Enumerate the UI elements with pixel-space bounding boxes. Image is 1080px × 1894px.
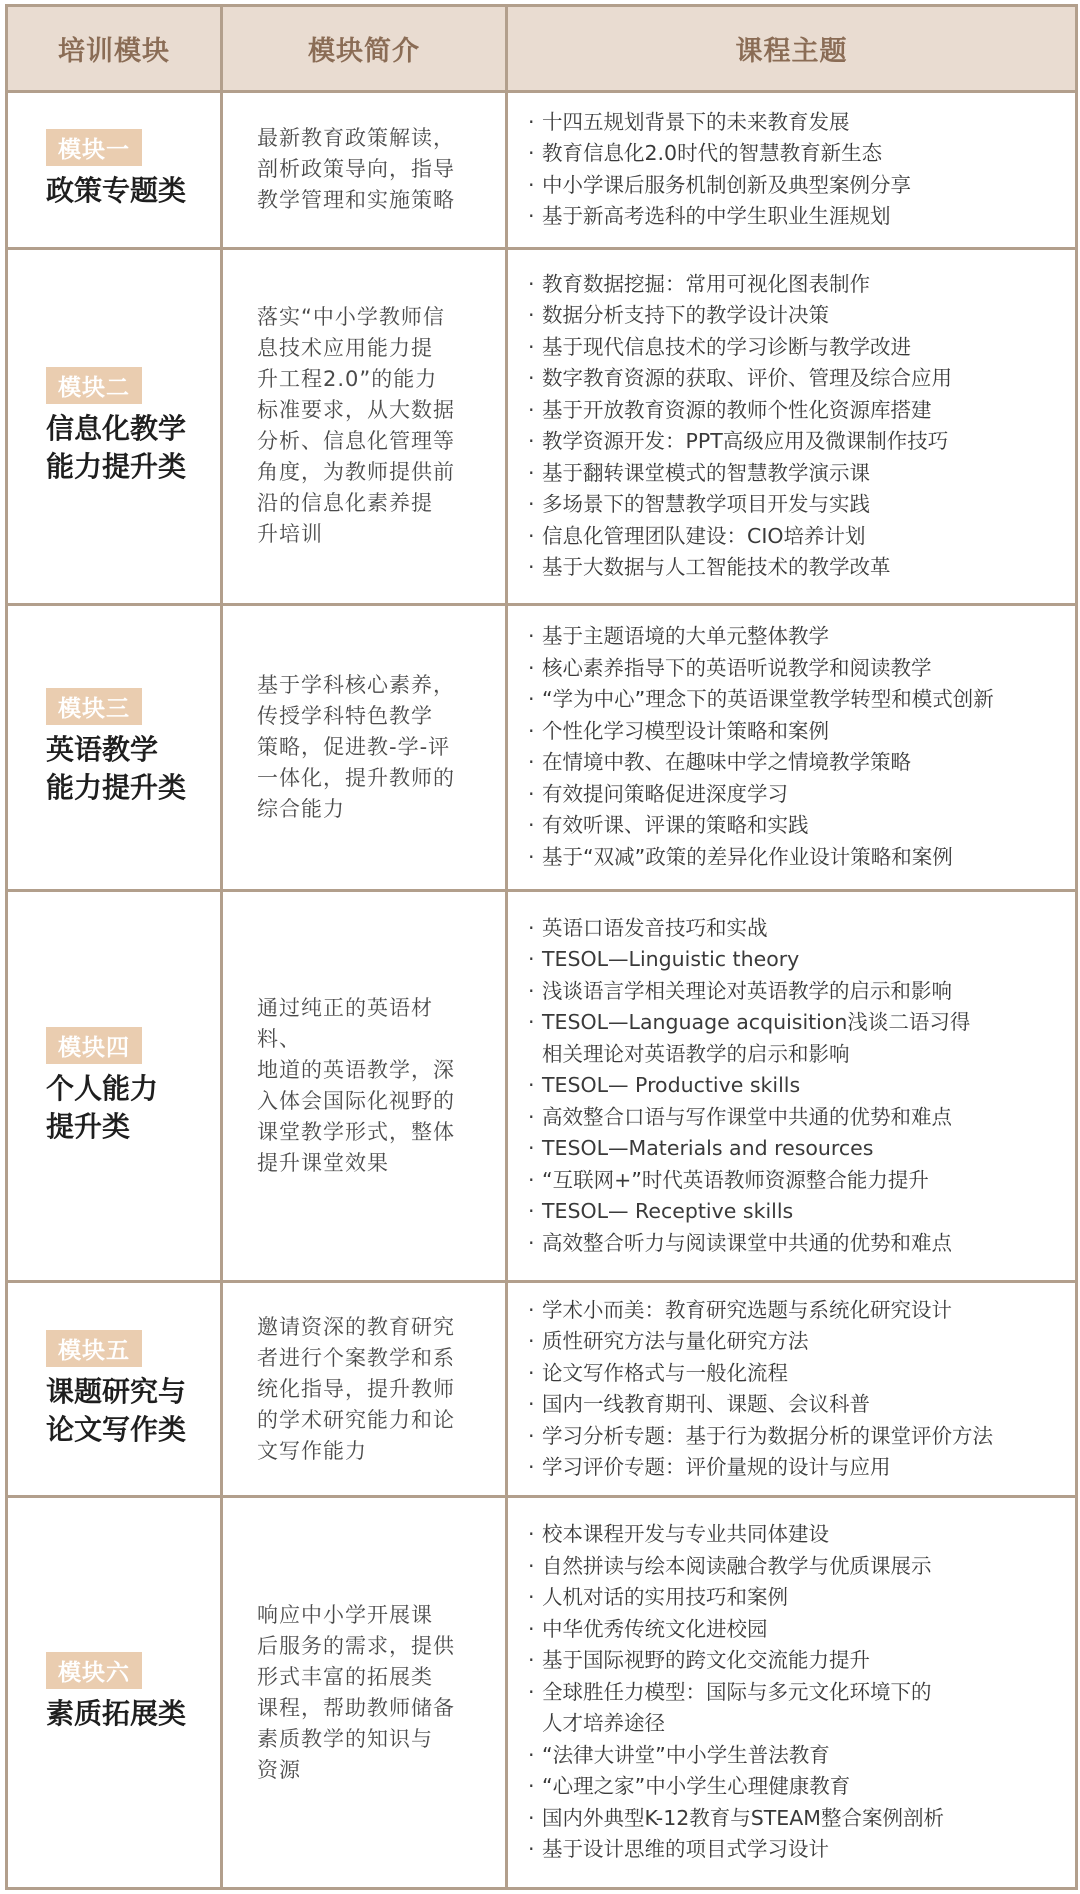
header-topics: 课程主题 [507, 6, 1077, 92]
topic-item: · 个性化学习模型设计策略和案例 [528, 716, 1075, 748]
intro-line: 通过纯正的英语材料、 [257, 996, 433, 1052]
intro-line: 课程，帮助教师储备 [257, 1695, 455, 1720]
topic-item: · 有效听课、评课的策略和实践 [528, 810, 1075, 842]
topic-item: · 基于开放教育资源的教师个性化资源库搭建 [528, 395, 1075, 427]
module-title [46, 1070, 219, 1146]
topic-item: · 在情境中教、在趣味中学之情境教学策略 [528, 747, 1075, 779]
module-title-line: 提升类 [46, 1109, 131, 1143]
module-cell [7, 248, 222, 604]
module-title [46, 172, 219, 210]
module-intro [222, 248, 507, 604]
topic-item: · 英语口语发音技巧和实战 [528, 913, 1075, 945]
header-module: 培训模块 [7, 6, 222, 92]
module-cell [7, 92, 222, 249]
module-badge: 模块五 [46, 1330, 142, 1367]
topic-item: · 基于国际视野的跨文化交流能力提升 [528, 1645, 1075, 1677]
intro-line: 资源 [257, 1757, 301, 1782]
intro-line: 落实“中小学教师信 [257, 305, 445, 330]
topic-item: · 数据分析支持下的教学设计决策 [528, 300, 1075, 332]
intro-line: 课堂教学形式，整体 [257, 1120, 455, 1145]
intro-line: 标准要求，从大数据 [257, 398, 455, 423]
topic-item: · 基于设计思维的项目式学习设计 [528, 1834, 1075, 1866]
module-title-line: 信息化教学 [46, 411, 187, 445]
intro-line: 角度，为教师提供前 [257, 460, 455, 485]
topic-item: · 自然拼读与绘本阅读融合教学与优质课展示 [528, 1551, 1075, 1583]
topic-item: · 高效整合听力与阅读课堂中共通的优势和难点 [528, 1228, 1075, 1260]
module-title-line: 个人能力 [46, 1071, 159, 1105]
intro-line: 策略，促进教-学-评 [257, 734, 451, 759]
module-title-line: 素质拓展类 [46, 1697, 187, 1731]
module-title [46, 1373, 219, 1449]
intro-line: 剖析政策导向，指导 [257, 157, 455, 182]
intro-line: 教学管理和实施策略 [257, 188, 455, 213]
topic-item: · 高效整合口语与写作课堂中共通的优势和难点 [528, 1102, 1075, 1134]
intro-line: 形式丰富的拓展类 [257, 1664, 433, 1689]
intro-line: 分析、信息化管理等 [257, 429, 455, 454]
intro-line: 提升课堂效果 [257, 1151, 389, 1176]
module-badge: 模块三 [46, 688, 142, 725]
topic-item: · 校本课程开发与专业共同体建设 [528, 1519, 1075, 1551]
intro-line: 一体化，提升教师的 [257, 765, 455, 790]
table-body [7, 92, 1077, 1889]
intro-line: 入体会国际化视野的 [257, 1089, 455, 1114]
topic-item: 相关理论对英语教学的启示和影响 [542, 1041, 850, 1066]
topic-item: · TESOL— Productive skills [528, 1070, 1075, 1102]
topic-item: · 学习评价专题：评价量规的设计与应用 [528, 1452, 1075, 1484]
module-row [7, 1282, 1077, 1497]
topic-list [528, 107, 1075, 233]
topic-list [528, 913, 1075, 1260]
topic-item: · 十四五规划背景下的未来教育发展 [528, 107, 1075, 139]
intro-line: 的学术研究能力和论 [257, 1407, 455, 1432]
topic-item: · 浅谈语言学相关理论对英语教学的启示和影响 [528, 976, 1075, 1008]
topic-item: · TESOL—Materials and resources [528, 1133, 1075, 1165]
intro-line: 素质教学的知识与 [257, 1726, 433, 1751]
module-title-line: 英语教学 [46, 732, 159, 766]
module-row [7, 248, 1077, 604]
intro-line: 邀请资深的教育研究 [257, 1314, 455, 1339]
intro-line: 最新教育政策解读， [257, 126, 455, 151]
module-intro [222, 1282, 507, 1497]
topic-item: · 学习分析专题：基于行为数据分析的课堂评价方法 [528, 1421, 1075, 1453]
module-badge: 模块二 [46, 367, 142, 404]
topic-item: · 基于“双减”政策的差异化作业设计策略和案例 [528, 842, 1075, 874]
module-title-line: 能力提升类 [46, 770, 187, 804]
intro-line: 统化指导，提升教师 [257, 1376, 455, 1401]
module-cell [7, 1497, 222, 1889]
topic-item: · 基于新高考选科的中学生职业生涯规划 [528, 201, 1075, 233]
topic-list [528, 621, 1075, 873]
topic-item: · 信息化管理团队建设：CIO培养计划 [528, 521, 1075, 553]
module-topics [507, 248, 1077, 604]
module-title-line: 论文写作类 [46, 1412, 187, 1446]
topic-item: · 教学资源开发：PPT高级应用及微课制作技巧 [528, 426, 1075, 458]
intro-line: 文写作能力 [257, 1438, 367, 1463]
module-topics [507, 1497, 1077, 1889]
topic-item: · 多场景下的智慧教学项目开发与实践 [528, 489, 1075, 521]
module-topics [507, 92, 1077, 249]
module-topics [507, 890, 1077, 1282]
intro-line: 综合能力 [257, 796, 345, 821]
module-badge: 模块一 [46, 129, 142, 166]
intro-line: 响应中小学开展课 [257, 1602, 433, 1627]
topic-item: · 核心素养指导下的英语听说教学和阅读教学 [528, 653, 1075, 685]
curriculum-table [5, 4, 1078, 1890]
module-title [46, 731, 219, 807]
topic-item: · 质性研究方法与量化研究方法 [528, 1326, 1075, 1358]
topic-item: · 基于翻转课堂模式的智慧教学演示课 [528, 458, 1075, 490]
module-intro [222, 890, 507, 1282]
topic-item: · 数字教育资源的获取、评价、管理及综合应用 [528, 363, 1075, 395]
topic-item: · 论文写作格式与一般化流程 [528, 1358, 1075, 1390]
topic-item: · “法律大讲堂”中小学生普法教育 [528, 1740, 1075, 1772]
module-title-line: 政策专题类 [46, 174, 187, 208]
topic-item: · 国内一线教育期刊、课题、会议科普 [528, 1389, 1075, 1421]
topic-item: · 中小学课后服务机制创新及典型案例分享 [528, 170, 1075, 202]
topic-item: · 基于大数据与人工智能技术的教学改革 [528, 552, 1075, 584]
intro-line: 升培训 [257, 522, 323, 547]
topic-list [528, 1519, 1075, 1866]
module-cell [7, 890, 222, 1282]
module-row [7, 1497, 1077, 1889]
topic-item: · 全球胜任力模型：国际与多元文化环境下的 [528, 1677, 1075, 1709]
topic-item: · TESOL—Linguistic theory [528, 944, 1075, 976]
topic-list [528, 1295, 1075, 1484]
intro-line: 沿的信息化素养提 [257, 491, 433, 516]
topic-item: · “心理之家”中小学生心理健康教育 [528, 1771, 1075, 1803]
header-row [7, 6, 1077, 92]
topic-item: · 有效提问策略促进深度学习 [528, 779, 1075, 811]
topic-item: · 教育数据挖掘：常用可视化图表制作 [528, 269, 1075, 301]
header-intro: 模块简介 [222, 6, 507, 92]
module-row [7, 92, 1077, 249]
topic-item: · 基于主题语境的大单元整体教学 [528, 621, 1075, 653]
intro-line: 基于学科核心素养， [257, 672, 455, 697]
module-cell [7, 605, 222, 891]
topic-item: · “互联网+”时代英语教师资源整合能力提升 [528, 1165, 1075, 1197]
module-cell [7, 1282, 222, 1497]
topic-item: · 基于现代信息技术的学习诊断与教学改进 [528, 332, 1075, 364]
topic-item: · TESOL— Receptive skills [528, 1196, 1075, 1228]
module-title-line: 课题研究与 [46, 1374, 187, 1408]
module-badge: 模块四 [46, 1027, 142, 1064]
module-title-line: 能力提升类 [46, 449, 187, 483]
topic-item: · 国内外典型K-12教育与STEAM整合案例剖析 [528, 1803, 1075, 1835]
module-topics [507, 1282, 1077, 1497]
topic-list [528, 269, 1075, 584]
module-row [7, 890, 1077, 1282]
topic-item: · 教育信息化2.0时代的智慧教育新生态 [528, 138, 1075, 170]
intro-line: 传授学科特色教学 [257, 703, 433, 728]
intro-line: 息技术应用能力提 [257, 336, 433, 361]
module-intro [222, 1497, 507, 1889]
module-topics [507, 605, 1077, 891]
topic-item: · 中华优秀传统文化进校园 [528, 1614, 1075, 1646]
module-title [46, 1695, 219, 1733]
intro-line: 地道的英语教学，深 [257, 1058, 455, 1083]
module-intro [222, 92, 507, 249]
topic-item: · 学术小而美：教育研究选题与系统化研究设计 [528, 1295, 1075, 1327]
topic-item: · TESOL—Language acquisition浅谈二语习得 [528, 1007, 1075, 1039]
intro-line: 者进行个案教学和系 [257, 1345, 455, 1370]
module-intro [222, 605, 507, 891]
topic-item: 人才培养途径 [542, 1711, 665, 1736]
topic-item: · “学为中心”理念下的英语课堂教学转型和模式创新 [528, 684, 1075, 716]
intro-line: 升工程2.0”的能力 [257, 367, 438, 392]
module-title [46, 410, 219, 486]
topic-item: · 人机对话的实用技巧和案例 [528, 1582, 1075, 1614]
module-badge: 模块六 [46, 1652, 142, 1689]
intro-line: 后服务的需求，提供 [257, 1633, 455, 1658]
module-row [7, 605, 1077, 891]
